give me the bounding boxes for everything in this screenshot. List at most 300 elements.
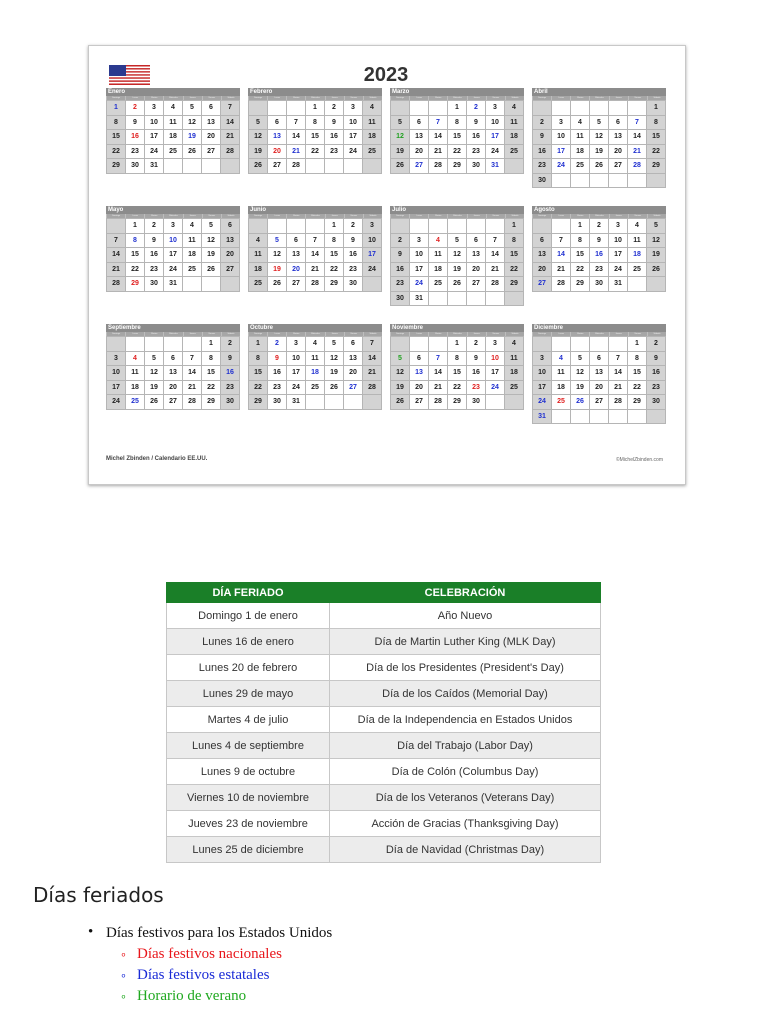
day-cell: 12 xyxy=(145,366,164,381)
day-cell: 12 xyxy=(183,116,202,131)
day-cell xyxy=(249,101,268,116)
day-cell: 27 xyxy=(164,395,183,410)
day-cell: 9 xyxy=(533,130,552,145)
day-cell: 11 xyxy=(571,130,590,145)
day-cell: 9 xyxy=(221,352,240,367)
day-cell: 14 xyxy=(628,130,647,145)
sub-list-item xyxy=(88,946,332,967)
day-cell: 2 xyxy=(126,101,145,116)
day-cell: 3 xyxy=(486,101,505,116)
weekday-header xyxy=(390,332,524,336)
sub-list-item-label: Días festivos nacionales xyxy=(137,946,282,962)
weekday-header xyxy=(532,332,666,336)
table-row xyxy=(167,837,601,863)
day-cell xyxy=(590,101,609,116)
day-cell: 2 xyxy=(647,337,666,352)
weekday-header xyxy=(106,96,240,100)
day-cell: 16 xyxy=(325,130,344,145)
day-cell: 29 xyxy=(571,277,590,292)
day-cell: 18 xyxy=(628,248,647,263)
day-cell: 19 xyxy=(448,263,467,278)
day-cell: 20 xyxy=(287,263,306,278)
day-cell: 27 xyxy=(221,263,240,278)
day-cell: 22 xyxy=(126,263,145,278)
weekday-label: Martes xyxy=(286,96,305,100)
day-cell: 28 xyxy=(429,159,448,174)
days-grid xyxy=(532,100,666,188)
day-cell: 17 xyxy=(107,381,126,396)
day-cell: 27 xyxy=(287,277,306,292)
day-cell: 21 xyxy=(183,381,202,396)
day-cell: 5 xyxy=(590,116,609,131)
day-cell: 2 xyxy=(467,101,486,116)
day-cell: 3 xyxy=(533,352,552,367)
day-cell: 1 xyxy=(126,219,145,234)
day-cell: 14 xyxy=(221,116,240,131)
day-cell: 13 xyxy=(164,366,183,381)
day-cell: 6 xyxy=(164,352,183,367)
day-cell xyxy=(533,337,552,352)
day-cell: 2 xyxy=(325,101,344,116)
holiday-date-cell: Lunes 25 de diciembre xyxy=(167,837,330,863)
month-name: Enero xyxy=(106,88,240,96)
day-cell: 5 xyxy=(448,234,467,249)
day-cell: 24 xyxy=(552,159,571,174)
day-cell: 30 xyxy=(221,395,240,410)
day-cell: 10 xyxy=(344,116,363,131)
day-cell: 16 xyxy=(126,130,145,145)
day-cell: 22 xyxy=(306,145,325,160)
day-cell xyxy=(202,277,221,292)
day-cell: 29 xyxy=(107,159,126,174)
month-block xyxy=(248,88,382,200)
day-cell: 8 xyxy=(107,116,126,131)
day-cell: 15 xyxy=(107,130,126,145)
weekday-label: Domingo xyxy=(532,96,551,100)
day-cell: 21 xyxy=(552,263,571,278)
month-name: Octubre xyxy=(248,324,382,332)
weekday-label: Jueves xyxy=(609,332,628,336)
weekday-label: Viernes xyxy=(344,214,363,218)
day-cell: 22 xyxy=(448,381,467,396)
day-cell xyxy=(552,219,571,234)
day-cell: 13 xyxy=(221,234,240,249)
holiday-date-cell: Lunes 20 de febrero xyxy=(167,655,330,681)
day-cell: 6 xyxy=(533,234,552,249)
day-cell: 19 xyxy=(647,248,666,263)
day-cell: 30 xyxy=(590,277,609,292)
day-cell xyxy=(647,410,666,425)
day-cell: 21 xyxy=(429,145,448,160)
weekday-label: Jueves xyxy=(467,96,486,100)
weekday-label: Domingo xyxy=(106,332,125,336)
day-cell: 23 xyxy=(467,381,486,396)
month-name: Abril xyxy=(532,88,666,96)
day-cell: 23 xyxy=(126,145,145,160)
day-cell: 25 xyxy=(505,381,524,396)
day-cell: 2 xyxy=(391,234,410,249)
day-cell xyxy=(628,174,647,189)
day-cell: 31 xyxy=(410,292,429,307)
day-cell: 19 xyxy=(268,263,287,278)
day-cell: 10 xyxy=(609,234,628,249)
day-cell: 5 xyxy=(145,352,164,367)
day-cell: 15 xyxy=(325,248,344,263)
day-cell: 7 xyxy=(429,352,448,367)
day-cell: 11 xyxy=(249,248,268,263)
day-cell: 21 xyxy=(609,381,628,396)
day-cell xyxy=(628,410,647,425)
day-cell: 17 xyxy=(344,130,363,145)
day-cell: 23 xyxy=(647,381,666,396)
weekday-label: Lunes xyxy=(267,96,286,100)
day-cell: 9 xyxy=(647,352,666,367)
day-cell: 8 xyxy=(202,352,221,367)
weekday-label: Domingo xyxy=(106,214,125,218)
weekday-label: Lunes xyxy=(125,214,144,218)
header-holiday-date: DÍA FERIADO xyxy=(167,583,330,603)
day-cell: 28 xyxy=(287,159,306,174)
weekday-label: Domingo xyxy=(248,96,267,100)
day-cell xyxy=(202,159,221,174)
day-cell xyxy=(363,395,382,410)
day-cell: 10 xyxy=(486,116,505,131)
day-cell xyxy=(448,292,467,307)
weekday-label: Sábado xyxy=(647,214,666,218)
weekday-label: Lunes xyxy=(125,332,144,336)
day-cell: 27 xyxy=(344,381,363,396)
day-cell xyxy=(268,101,287,116)
day-cell: 20 xyxy=(410,145,429,160)
day-cell: 16 xyxy=(590,248,609,263)
month-block xyxy=(390,88,524,200)
weekday-label: Miércoles xyxy=(589,96,608,100)
day-cell: 22 xyxy=(647,145,666,160)
weekday-label: Lunes xyxy=(409,332,428,336)
day-cell: 25 xyxy=(571,159,590,174)
day-cell xyxy=(552,174,571,189)
day-cell: 26 xyxy=(249,159,268,174)
calendar-image xyxy=(88,45,686,485)
day-cell: 25 xyxy=(126,395,145,410)
day-cell xyxy=(287,219,306,234)
days-grid xyxy=(106,218,240,292)
holiday-table xyxy=(166,582,601,863)
day-cell: 11 xyxy=(429,248,448,263)
day-cell: 7 xyxy=(628,116,647,131)
day-cell: 26 xyxy=(202,263,221,278)
day-cell: 15 xyxy=(249,366,268,381)
day-cell xyxy=(268,219,287,234)
day-cell xyxy=(306,219,325,234)
day-cell: 17 xyxy=(486,130,505,145)
day-cell: 28 xyxy=(107,277,126,292)
day-cell: 25 xyxy=(183,263,202,278)
day-cell: 20 xyxy=(221,248,240,263)
weekday-label: Domingo xyxy=(248,214,267,218)
day-cell: 28 xyxy=(306,277,325,292)
day-cell: 3 xyxy=(410,234,429,249)
weekday-label: Lunes xyxy=(409,214,428,218)
day-cell: 30 xyxy=(391,292,410,307)
day-cell: 22 xyxy=(325,263,344,278)
day-cell: 1 xyxy=(249,337,268,352)
day-cell xyxy=(183,159,202,174)
weekday-label: Miércoles xyxy=(589,214,608,218)
day-cell: 29 xyxy=(325,277,344,292)
day-cell: 30 xyxy=(467,159,486,174)
month-block xyxy=(532,324,666,436)
day-cell: 20 xyxy=(344,366,363,381)
celebration-cell: Día de Navidad (Christmas Day) xyxy=(330,837,601,863)
day-cell: 16 xyxy=(467,366,486,381)
day-cell: 22 xyxy=(628,381,647,396)
day-cell: 29 xyxy=(505,277,524,292)
day-cell: 27 xyxy=(202,145,221,160)
day-cell: 16 xyxy=(533,145,552,160)
weekday-label: Miércoles xyxy=(447,96,466,100)
weekday-label: Sábado xyxy=(647,332,666,336)
day-cell: 30 xyxy=(533,174,552,189)
table-row xyxy=(167,655,601,681)
day-cell: 5 xyxy=(268,234,287,249)
day-cell xyxy=(344,395,363,410)
month-name: Septiembre xyxy=(106,324,240,332)
day-cell: 31 xyxy=(533,410,552,425)
days-grid xyxy=(390,218,524,306)
day-cell: 5 xyxy=(249,116,268,131)
weekday-label: Jueves xyxy=(183,332,202,336)
day-cell: 20 xyxy=(609,145,628,160)
day-cell: 9 xyxy=(145,234,164,249)
day-cell: 23 xyxy=(325,145,344,160)
day-cell: 18 xyxy=(505,366,524,381)
day-cell: 13 xyxy=(344,352,363,367)
weekday-label: Viernes xyxy=(628,96,647,100)
day-cell: 2 xyxy=(145,219,164,234)
sub-list-item xyxy=(88,967,332,988)
month-block xyxy=(248,324,382,436)
day-cell: 11 xyxy=(164,116,183,131)
day-cell: 9 xyxy=(391,248,410,263)
day-cell: 2 xyxy=(221,337,240,352)
holiday-date-cell: Martes 4 de julio xyxy=(167,707,330,733)
day-cell: 7 xyxy=(183,352,202,367)
weekday-label: Jueves xyxy=(325,214,344,218)
weekday-label: Viernes xyxy=(344,332,363,336)
day-cell: 26 xyxy=(571,395,590,410)
day-cell: 14 xyxy=(429,366,448,381)
weekday-header xyxy=(390,96,524,100)
day-cell xyxy=(609,410,628,425)
list-item xyxy=(88,925,332,946)
day-cell: 11 xyxy=(126,366,145,381)
day-cell: 20 xyxy=(590,381,609,396)
day-cell: 27 xyxy=(590,395,609,410)
day-cell: 13 xyxy=(268,130,287,145)
day-cell: 21 xyxy=(306,263,325,278)
day-cell: 16 xyxy=(145,248,164,263)
weekday-label: Martes xyxy=(570,96,589,100)
weekday-label: Sábado xyxy=(221,96,240,100)
holiday-legend-list xyxy=(88,925,332,1009)
header-celebration: CELEBRACIÓN xyxy=(330,583,601,603)
weekday-label: Domingo xyxy=(390,214,409,218)
day-cell: 3 xyxy=(363,219,382,234)
day-cell: 2 xyxy=(344,219,363,234)
day-cell: 1 xyxy=(448,337,467,352)
day-cell xyxy=(590,174,609,189)
day-cell xyxy=(145,337,164,352)
weekday-label: Miércoles xyxy=(163,332,182,336)
weekday-label: Viernes xyxy=(344,96,363,100)
weekday-label: Viernes xyxy=(202,214,221,218)
day-cell: 16 xyxy=(344,248,363,263)
day-cell xyxy=(183,277,202,292)
weekday-label: Sábado xyxy=(505,214,524,218)
celebration-cell: Acción de Gracias (Thanksgiving Day) xyxy=(330,811,601,837)
day-cell: 22 xyxy=(249,381,268,396)
day-cell: 30 xyxy=(344,277,363,292)
day-cell: 23 xyxy=(590,263,609,278)
day-cell: 29 xyxy=(628,395,647,410)
weekday-label: Martes xyxy=(428,96,447,100)
day-cell: 18 xyxy=(306,366,325,381)
day-cell: 6 xyxy=(221,219,240,234)
day-cell xyxy=(486,395,505,410)
day-cell: 29 xyxy=(448,395,467,410)
day-cell: 14 xyxy=(107,248,126,263)
day-cell: 17 xyxy=(410,263,429,278)
day-cell xyxy=(429,292,448,307)
day-cell: 6 xyxy=(344,337,363,352)
weekday-label: Domingo xyxy=(248,332,267,336)
day-cell: 15 xyxy=(202,366,221,381)
day-cell: 14 xyxy=(287,130,306,145)
day-cell: 4 xyxy=(429,234,448,249)
day-cell: 7 xyxy=(287,116,306,131)
day-cell: 8 xyxy=(306,116,325,131)
day-cell: 20 xyxy=(533,263,552,278)
day-cell: 19 xyxy=(145,381,164,396)
days-grid xyxy=(248,336,382,410)
weekday-label: Jueves xyxy=(609,214,628,218)
days-grid xyxy=(248,100,382,174)
days-grid xyxy=(390,336,524,410)
day-cell: 23 xyxy=(467,145,486,160)
day-cell: 1 xyxy=(628,337,647,352)
day-cell xyxy=(467,219,486,234)
day-cell: 22 xyxy=(571,263,590,278)
day-cell: 27 xyxy=(410,159,429,174)
weekday-label: Miércoles xyxy=(447,214,466,218)
day-cell: 31 xyxy=(287,395,306,410)
day-cell: 3 xyxy=(609,219,628,234)
weekday-label: Jueves xyxy=(183,96,202,100)
day-cell: 30 xyxy=(467,395,486,410)
day-cell: 4 xyxy=(552,352,571,367)
weekday-label: Martes xyxy=(428,332,447,336)
celebration-cell: Año Nuevo xyxy=(330,603,601,629)
day-cell: 21 xyxy=(221,130,240,145)
day-cell: 12 xyxy=(391,130,410,145)
holiday-date-cell: Lunes 29 de mayo xyxy=(167,681,330,707)
day-cell: 19 xyxy=(571,381,590,396)
day-cell xyxy=(306,395,325,410)
day-cell: 18 xyxy=(363,130,382,145)
day-cell: 24 xyxy=(164,263,183,278)
day-cell: 15 xyxy=(126,248,145,263)
day-cell xyxy=(552,337,571,352)
day-cell: 21 xyxy=(107,263,126,278)
day-cell: 25 xyxy=(552,395,571,410)
weekday-header xyxy=(106,214,240,218)
holiday-date-cell: Lunes 4 de septiembre xyxy=(167,733,330,759)
day-cell: 19 xyxy=(183,130,202,145)
day-cell: 10 xyxy=(145,116,164,131)
day-cell: 24 xyxy=(145,145,164,160)
month-name: Mayo xyxy=(106,206,240,214)
day-cell: 1 xyxy=(505,219,524,234)
weekday-label: Viernes xyxy=(202,96,221,100)
holiday-date-cell: Jueves 23 de noviembre xyxy=(167,811,330,837)
day-cell: 22 xyxy=(448,145,467,160)
day-cell: 26 xyxy=(268,277,287,292)
months-grid xyxy=(106,88,664,440)
weekday-label: Martes xyxy=(144,96,163,100)
day-cell: 18 xyxy=(429,263,448,278)
table-row xyxy=(167,759,601,785)
day-cell xyxy=(287,101,306,116)
month-block xyxy=(106,88,240,200)
day-cell: 4 xyxy=(306,337,325,352)
day-cell: 23 xyxy=(221,381,240,396)
day-cell: 29 xyxy=(249,395,268,410)
day-cell: 26 xyxy=(590,159,609,174)
day-cell: 17 xyxy=(552,145,571,160)
day-cell: 28 xyxy=(552,277,571,292)
day-cell: 21 xyxy=(486,263,505,278)
weekday-label: Martes xyxy=(144,214,163,218)
day-cell: 14 xyxy=(486,248,505,263)
calendar-website: ©MichelZbinden.com xyxy=(615,457,663,463)
weekday-label: Miércoles xyxy=(163,214,182,218)
weekday-label: Martes xyxy=(570,214,589,218)
day-cell: 11 xyxy=(306,352,325,367)
day-cell xyxy=(571,337,590,352)
day-cell: 11 xyxy=(505,352,524,367)
day-cell: 13 xyxy=(533,248,552,263)
weekday-label: Miércoles xyxy=(305,96,324,100)
weekday-label: Lunes xyxy=(267,332,286,336)
day-cell: 12 xyxy=(249,130,268,145)
days-grid xyxy=(532,336,666,424)
day-cell xyxy=(590,410,609,425)
day-cell xyxy=(325,395,344,410)
day-cell xyxy=(505,159,524,174)
day-cell: 4 xyxy=(628,219,647,234)
day-cell: 3 xyxy=(344,101,363,116)
day-cell: 6 xyxy=(202,101,221,116)
day-cell: 27 xyxy=(467,277,486,292)
day-cell: 19 xyxy=(202,248,221,263)
days-grid xyxy=(248,218,382,292)
day-cell: 22 xyxy=(202,381,221,396)
day-cell: 10 xyxy=(363,234,382,249)
month-block xyxy=(248,206,382,318)
day-cell: 8 xyxy=(325,234,344,249)
day-cell: 21 xyxy=(287,145,306,160)
